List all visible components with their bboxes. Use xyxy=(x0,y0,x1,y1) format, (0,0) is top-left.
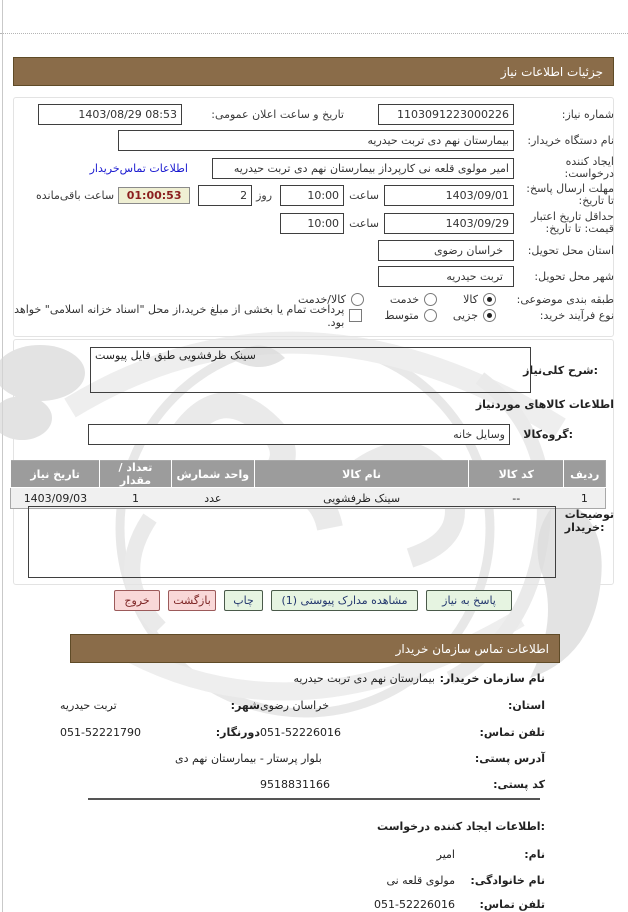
buyer-notes-label: توضیحات خریدار: xyxy=(564,508,614,534)
col-item-name: نام کالا xyxy=(254,461,468,488)
print-button[interactable]: چاپ xyxy=(224,590,263,611)
city-label: شهر: xyxy=(230,699,260,712)
radio-medium[interactable] xyxy=(424,309,437,322)
creator-phone-label: تلفن تماس: xyxy=(479,898,545,911)
cell-unit: عدد xyxy=(171,488,254,509)
creator-label: ایجاد کننده درخواست: xyxy=(564,155,614,180)
exit-button[interactable]: خروج xyxy=(114,590,160,611)
city-value: تربت حیدریه xyxy=(60,699,117,712)
phone-value: 051-52226016 xyxy=(260,726,341,739)
price-validity-label: حداقل تاریخ اعتبار قیمت: تا تاریخ: xyxy=(530,210,614,235)
need-number-field[interactable]: 1103091223000226 xyxy=(378,104,514,125)
cell-quantity: 1 xyxy=(100,488,171,509)
col-unit: واحد شمارش xyxy=(171,461,254,488)
page-title: جزئیات اطلاعات نیاز xyxy=(500,64,603,79)
treasury-checkbox[interactable] xyxy=(349,309,362,322)
subject-class-label: طبقه بندی موضوعی: xyxy=(516,292,614,306)
radio-goods[interactable] xyxy=(483,293,496,306)
postal-code-value: 9518831166 xyxy=(260,778,330,791)
last-name-value: مولوی قلعه نی xyxy=(386,874,455,887)
delivery-city-field[interactable]: تربت حیدریه xyxy=(378,266,514,287)
creator-section-title: اطلاعات ایجاد کننده درخواست: xyxy=(377,820,545,833)
buyer-notes-field[interactable] xyxy=(28,506,556,578)
buyer-device-label: نام دستگاه خریدار: xyxy=(527,133,614,147)
first-name-label: نام: xyxy=(524,848,545,861)
buyer-contact-link[interactable]: اطلاعات تماس‌خریدار xyxy=(89,161,188,175)
need-number-label: شماره نیاز: xyxy=(561,107,614,121)
radio-service-label: خدمت xyxy=(389,293,420,306)
reply-deadline-date-field[interactable]: 1403/09/01 xyxy=(384,185,514,206)
reply-deadline-day-label: روز xyxy=(256,188,273,202)
fax-label: دورنگار: xyxy=(215,726,260,739)
last-name-label: نام خانوادگی: xyxy=(470,874,545,887)
goods-table-header-row xyxy=(11,461,606,488)
province-label: استان: xyxy=(508,699,545,712)
treasury-checkbox-label: پرداخت تمام یا بخشی از مبلغ خرید،از محل "اسناد خزانه اسلامی" خواهد بود. xyxy=(14,302,345,329)
radio-service[interactable] xyxy=(424,293,437,306)
section-divider xyxy=(88,798,540,800)
delivery-province-field[interactable]: خراسان رضوی xyxy=(378,240,514,261)
first-name-value: امیر xyxy=(436,848,455,861)
radio-goods-service-label: کالا/خدمت xyxy=(298,293,346,306)
address-label: آدرس پستی: xyxy=(474,752,545,765)
goods-group-label: گروه‌کالا: xyxy=(523,428,573,441)
col-quantity: تعداد / مقدار xyxy=(100,461,171,488)
need-description-field[interactable]: سینک ظرفشویی طبق فایل پیوست xyxy=(90,347,531,393)
countdown-timer: 01:00:53 xyxy=(118,187,190,204)
view-attachments-button[interactable]: مشاهده مدارک پیوستی (1) xyxy=(271,590,418,611)
col-need-date: تاریخ نیاز xyxy=(11,461,100,488)
announce-datetime-field[interactable]: 1403/08/29 08:53 xyxy=(38,104,182,125)
price-validity-hour-label: ساعت xyxy=(349,216,379,230)
reply-to-need-button[interactable]: پاسخ به نیاز xyxy=(426,590,512,611)
need-description-label: شرح کلی‌نیاز: xyxy=(523,364,598,377)
creator-field[interactable]: امیر مولوی قلعه نی کارپرداز بیمارستان نهم دی تربت حیدریه xyxy=(212,158,514,179)
reply-deadline-time-field[interactable]: 10:00 xyxy=(280,185,344,206)
buyer-contact-title: اطلاعات تماس سازمان خریدار xyxy=(395,641,549,656)
radio-goods-label: کالا xyxy=(463,293,478,306)
creator-phone-value: 051-52226016 xyxy=(374,898,455,911)
cell-item-code: -- xyxy=(469,488,564,509)
goods-table xyxy=(10,460,606,509)
cell-item-name: سینک ظرفشویی xyxy=(254,488,468,509)
process-type-label: نوع فرآیند خرید: xyxy=(539,308,614,322)
price-validity-date-field[interactable]: 1403/09/29 xyxy=(384,213,514,234)
countdown-label: ساعت باقی‌مانده xyxy=(36,188,115,202)
goods-group-field[interactable]: وسایل خانه xyxy=(88,424,510,445)
org-name-value: بیمارستان نهم دی تربت حیدریه xyxy=(293,672,435,685)
org-name-label: نام سازمان خریدار: xyxy=(439,672,545,685)
reply-deadline-label: مهلت ارسال پاسخ: تا تاریخ: xyxy=(526,182,614,207)
cell-need-date: 1403/09/03 xyxy=(11,488,100,509)
radio-medium-label: متوسط xyxy=(384,309,419,322)
price-validity-time-field[interactable]: 10:00 xyxy=(280,213,344,234)
col-row-number: ردیف xyxy=(564,461,606,488)
radio-minor[interactable] xyxy=(483,309,496,322)
cell-row-number: 1 xyxy=(564,488,606,509)
announce-datetime-label: تاریخ و ساعت اعلان عمومی: xyxy=(211,108,344,121)
action-buttons xyxy=(114,590,512,611)
section-header-need-details xyxy=(13,57,614,86)
col-item-code: کد کالا xyxy=(469,461,564,488)
province-value: خراسان رضوی xyxy=(260,699,330,712)
reply-deadline-hour-label: ساعت xyxy=(349,188,379,202)
fax-value: 051-52221790 xyxy=(60,726,141,739)
delivery-city-label: شهر محل تحویل: xyxy=(534,269,614,283)
phone-label: تلفن تماس: xyxy=(479,726,545,739)
buyer-device-field[interactable]: بیمارستان نهم دی تربت حیدریه xyxy=(118,130,514,151)
postal-code-label: کد پستی: xyxy=(493,778,545,791)
goods-section-title: اطلاعات کالاهای موردنیاز xyxy=(475,398,614,411)
address-value: بلوار پرستار - بیمارستان نهم دی xyxy=(175,752,322,765)
delivery-province-label: استان محل تحویل: xyxy=(527,243,614,257)
reply-deadline-days-field[interactable]: 2 xyxy=(198,185,252,206)
back-button[interactable]: بازگشت xyxy=(168,590,216,611)
radio-minor-label: جزیی xyxy=(452,309,478,322)
section-header-buyer-contact xyxy=(70,634,560,663)
